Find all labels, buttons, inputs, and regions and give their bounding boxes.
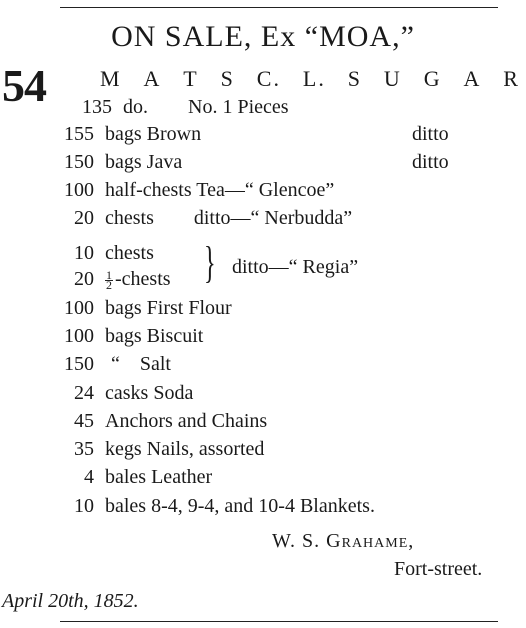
item-qty: 4 xyxy=(84,466,94,488)
list-item xyxy=(56,205,352,231)
list-item xyxy=(56,177,334,203)
mats-letter: M xyxy=(100,66,122,91)
item-text: bags Java xyxy=(105,151,183,173)
list-item xyxy=(56,266,171,292)
list-item xyxy=(56,493,375,519)
merchant-address: Fort-street. xyxy=(394,558,483,580)
item-qty: 20 xyxy=(74,268,94,290)
item-text: -chests xyxy=(115,268,171,290)
item-text: chests xyxy=(105,242,154,264)
fraction-denominator: 2 xyxy=(106,277,112,292)
mats-letter: S xyxy=(220,66,235,91)
fraction-numerator: 1 xyxy=(106,267,112,282)
mats-letter: A xyxy=(143,66,162,91)
item-qty: 100 xyxy=(64,179,94,201)
item-text: bales Leather xyxy=(105,466,213,488)
advert-heading: ON SALE, Ex “MOA,” xyxy=(111,20,415,53)
item-qty: 10 xyxy=(74,495,94,517)
top-rule xyxy=(60,7,498,8)
list-item xyxy=(56,295,232,321)
item-qty: 100 xyxy=(64,325,94,347)
bottom-rule xyxy=(60,621,498,622)
item-qty: 20 xyxy=(74,207,94,229)
item-text: chests ditto—“ Nerbudda” xyxy=(105,207,353,229)
item-text: do. No. 1 Pieces xyxy=(123,96,289,118)
item-qty: 155 xyxy=(64,123,94,145)
mats-sugar-line xyxy=(100,64,520,94)
item-text: kegs Nails, assorted xyxy=(105,438,265,460)
half-fraction xyxy=(105,267,113,292)
mats-letter: T xyxy=(183,66,199,91)
item-text: bales 8-4, 9-4, and 10-4 Blankets. xyxy=(105,495,375,517)
pieces-line xyxy=(82,94,289,120)
item-qty: 100 xyxy=(64,297,94,319)
regia-ditto: ditto—“ Regia” xyxy=(232,256,359,278)
item-text: bags Brown xyxy=(105,123,202,145)
mats-letter: L. xyxy=(302,66,326,91)
item-ditto: ditto xyxy=(412,151,449,173)
merchant-name: W. S. Grahame, xyxy=(272,530,415,552)
mats-letter: U xyxy=(383,66,402,91)
item-qty: 150 xyxy=(64,151,94,173)
list-item xyxy=(56,464,212,490)
item-text: half-chests Tea—“ Glencoe” xyxy=(105,179,335,201)
item-text: Anchors and Chains xyxy=(105,410,268,432)
mats-letter: G xyxy=(423,66,442,91)
mats-letter: S xyxy=(347,66,362,91)
curly-brace: } xyxy=(204,238,216,287)
list-item xyxy=(56,436,264,462)
item-text: “ Salt xyxy=(111,353,171,375)
item-qty: 135 xyxy=(82,96,112,118)
item-ditto: ditto xyxy=(412,123,449,145)
list-item xyxy=(56,240,154,266)
list-item xyxy=(56,351,171,377)
item-qty: 150 xyxy=(64,353,94,375)
list-item xyxy=(56,121,201,147)
item-text: bags First Flour xyxy=(105,297,232,319)
mats-letter: A xyxy=(463,66,482,91)
list-item xyxy=(56,323,203,349)
item-qty: 24 xyxy=(74,382,94,404)
list-item xyxy=(56,408,267,434)
item-qty: 35 xyxy=(74,438,94,460)
list-item xyxy=(56,380,193,406)
lot-number: 54 xyxy=(2,60,46,111)
item-text: casks Soda xyxy=(105,382,194,404)
item-qty: 45 xyxy=(74,410,94,432)
item-text: bags Biscuit xyxy=(105,325,204,347)
advert-date: April 20th, 1852. xyxy=(2,590,139,612)
list-item xyxy=(56,149,182,175)
mats-letter: R xyxy=(503,66,520,91)
item-qty: 10 xyxy=(74,242,94,264)
mats-letter: C. xyxy=(256,66,281,91)
